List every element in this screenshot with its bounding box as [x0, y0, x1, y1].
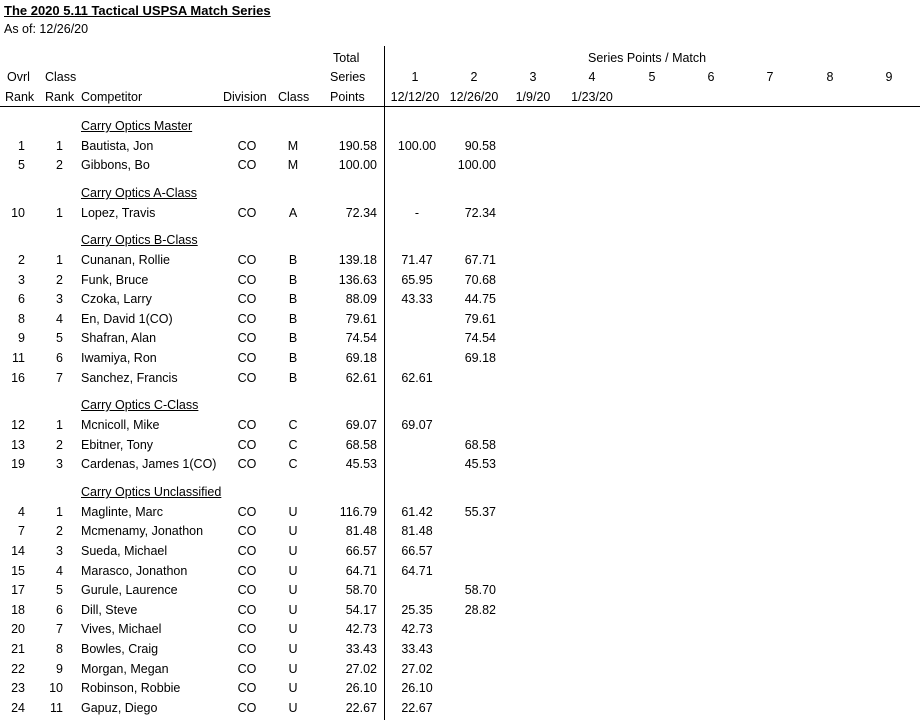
- overall-rank-cell: 11: [12, 351, 25, 365]
- competitor-name-cell: Cardenas, James 1(CO): [81, 457, 217, 471]
- competitor-name-cell: En, David 1(CO): [81, 312, 173, 326]
- total-points-cell: 69.18: [345, 351, 377, 365]
- class-cell: U: [288, 524, 298, 538]
- overall-rank-cell: 18: [11, 603, 25, 617]
- section-heading: Carry Optics Unclassified: [81, 485, 222, 499]
- match-number-header: 5: [648, 70, 656, 84]
- class-cell: B: [288, 331, 298, 345]
- overall-rank-cell: 9: [18, 331, 25, 345]
- class-cell: U: [288, 603, 298, 617]
- header-total: Total: [333, 51, 360, 65]
- total-points-cell: 139.18: [338, 253, 377, 267]
- total-points-cell: 22.67: [345, 701, 377, 715]
- class-cell: B: [288, 292, 298, 306]
- match-2-points-cell: 72.34: [464, 206, 496, 220]
- class-rank-cell: 1: [56, 206, 63, 220]
- overall-rank-cell: 1: [18, 139, 25, 153]
- header-ovrl: Ovrl: [7, 70, 30, 84]
- total-points-cell: 54.17: [345, 603, 377, 617]
- class-rank-cell: 5: [56, 583, 63, 597]
- division-cell: CO: [237, 524, 257, 538]
- header-division: Division: [223, 90, 267, 104]
- division-cell: CO: [237, 622, 257, 636]
- header-series: Series: [330, 70, 366, 84]
- match-1-points-cell: 64.71: [401, 564, 433, 578]
- overall-rank-cell: 17: [11, 583, 25, 597]
- competitor-name-cell: Gurule, Laurence: [81, 583, 178, 597]
- section-heading: Carry Optics C-Class: [81, 398, 199, 412]
- match-number-header: 1: [411, 70, 419, 84]
- overall-rank-cell: 21: [11, 642, 25, 656]
- class-rank-cell: 1: [56, 418, 63, 432]
- match-number-header: 4: [588, 70, 596, 84]
- class-rank-cell: 3: [56, 457, 63, 471]
- overall-rank-cell: 19: [11, 457, 25, 471]
- division-cell: CO: [237, 292, 257, 306]
- division-cell: CO: [237, 139, 257, 153]
- class-rank-cell: 2: [56, 438, 63, 452]
- overall-rank-cell: 22: [11, 662, 25, 676]
- class-rank-cell: 8: [56, 642, 63, 656]
- division-cell: CO: [237, 505, 257, 519]
- competitor-name-cell: Morgan, Megan: [81, 662, 169, 676]
- match-number-header: 2: [470, 70, 478, 84]
- match-date-header: 1/9/20: [515, 90, 551, 104]
- match-2-points-cell: 67.71: [464, 253, 496, 267]
- division-cell: CO: [237, 438, 257, 452]
- match-1-points-cell: -: [414, 206, 420, 220]
- section-heading: Carry Optics Master: [81, 119, 193, 133]
- total-points-cell: 79.61: [345, 312, 377, 326]
- total-points-cell: 69.07: [345, 418, 377, 432]
- competitor-name-cell: Gapuz, Diego: [81, 701, 158, 715]
- match-date-header: 1/23/20: [571, 90, 613, 104]
- division-cell: CO: [237, 544, 257, 558]
- division-cell: CO: [237, 457, 257, 471]
- class-rank-cell: 2: [56, 158, 63, 172]
- match-2-points-cell: 58.70: [464, 583, 496, 597]
- class-cell: C: [288, 438, 298, 452]
- match-2-points-cell: 100.00: [457, 158, 496, 172]
- class-rank-cell: 3: [56, 544, 63, 558]
- total-points-cell: 58.70: [345, 583, 377, 597]
- match-1-points-cell: 61.42: [401, 505, 433, 519]
- header-class-col: Class: [278, 90, 310, 104]
- competitor-name-cell: Shafran, Alan: [81, 331, 157, 345]
- class-cell: B: [288, 312, 298, 326]
- total-points-cell: 62.61: [345, 371, 377, 385]
- competitor-name-cell: Mcmenamy, Jonathon: [81, 524, 204, 538]
- division-cell: CO: [237, 158, 257, 172]
- class-cell: M: [287, 158, 299, 172]
- division-cell: CO: [237, 418, 257, 432]
- division-cell: CO: [237, 642, 257, 656]
- match-2-points-cell: 55.37: [464, 505, 496, 519]
- class-cell: U: [288, 583, 298, 597]
- class-cell: U: [288, 564, 298, 578]
- total-points-cell: 100.00: [338, 158, 377, 172]
- class-cell: C: [288, 418, 298, 432]
- division-cell: CO: [237, 662, 257, 676]
- competitor-name-cell: Maglinte, Marc: [81, 505, 163, 519]
- class-cell: U: [288, 681, 298, 695]
- match-date-header: 12/26/20: [449, 90, 499, 104]
- class-rank-cell: 10: [49, 681, 63, 695]
- total-points-cell: 64.71: [345, 564, 377, 578]
- class-rank-cell: 2: [56, 273, 63, 287]
- competitor-name-cell: Vives, Michael: [81, 622, 162, 636]
- total-points-cell: 33.43: [345, 642, 377, 656]
- header-ovrl-rank: Rank: [5, 90, 35, 104]
- competitor-name-cell: Dill, Steve: [81, 603, 138, 617]
- competitor-name-cell: Robinson, Robbie: [81, 681, 181, 695]
- overall-rank-cell: 24: [11, 701, 25, 715]
- match-2-points-cell: 28.82: [464, 603, 496, 617]
- total-points-cell: 72.34: [345, 206, 377, 220]
- division-cell: CO: [237, 603, 257, 617]
- class-cell: C: [288, 457, 298, 471]
- overall-rank-cell: 16: [11, 371, 25, 385]
- match-1-points-cell: 42.73: [401, 622, 433, 636]
- header-competitor: Competitor: [81, 90, 143, 104]
- total-points-cell: 26.10: [345, 681, 377, 695]
- class-rank-cell: 7: [56, 622, 63, 636]
- match-number-header: 7: [766, 70, 774, 84]
- match-2-points-cell: 44.75: [464, 292, 496, 306]
- overall-rank-cell: 20: [11, 622, 25, 636]
- overall-rank-cell: 14: [11, 544, 25, 558]
- overall-rank-cell: 3: [18, 273, 25, 287]
- class-cell: B: [288, 371, 298, 385]
- overall-rank-cell: 13: [11, 438, 25, 452]
- header-rule: [0, 106, 920, 107]
- total-points-cell: 136.63: [338, 273, 377, 287]
- page-title: The 2020 5.11 Tactical USPSA Match Series: [4, 3, 271, 18]
- competitor-name-cell: Gibbons, Bo: [81, 158, 150, 172]
- match-number-header: 8: [826, 70, 834, 84]
- division-cell: CO: [237, 312, 257, 326]
- match-1-points-cell: 81.48: [401, 524, 433, 538]
- column-divider: [384, 46, 385, 720]
- overall-rank-cell: 12: [11, 418, 25, 432]
- competitor-name-cell: Bowles, Craig: [81, 642, 159, 656]
- overall-rank-cell: 10: [11, 206, 25, 220]
- class-cell: U: [288, 642, 298, 656]
- header-series-points-match: Series Points / Match: [588, 51, 707, 65]
- class-rank-cell: 6: [56, 351, 63, 365]
- match-2-points-cell: 69.18: [464, 351, 496, 365]
- class-cell: B: [288, 253, 298, 267]
- total-points-cell: 45.53: [345, 457, 377, 471]
- overall-rank-cell: 7: [18, 524, 25, 538]
- class-cell: U: [288, 662, 298, 676]
- class-rank-cell: 4: [56, 564, 63, 578]
- division-cell: CO: [237, 331, 257, 345]
- match-1-points-cell: 66.57: [401, 544, 433, 558]
- class-rank-cell: 5: [56, 331, 63, 345]
- match-number-header: 3: [529, 70, 537, 84]
- overall-rank-cell: 15: [11, 564, 25, 578]
- match-1-points-cell: 43.33: [401, 292, 433, 306]
- competitor-name-cell: Bautista, Jon: [81, 139, 154, 153]
- total-points-cell: 116.79: [339, 505, 377, 519]
- total-points-cell: 88.09: [345, 292, 377, 306]
- header-class: Class: [45, 70, 77, 84]
- class-rank-cell: 11: [50, 701, 63, 715]
- header-class-rank: Rank: [45, 90, 75, 104]
- competitor-name-cell: Cunanan, Rollie: [81, 253, 170, 267]
- competitor-name-cell: Lopez, Travis: [81, 206, 156, 220]
- overall-rank-cell: 5: [18, 158, 25, 172]
- match-1-points-cell: 62.61: [401, 371, 433, 385]
- competitor-name-cell: Czoka, Larry: [81, 292, 152, 306]
- total-points-cell: 190.58: [338, 139, 377, 153]
- match-date-header: 12/12/20: [390, 90, 440, 104]
- as-of-date: As of: 12/26/20: [4, 22, 89, 36]
- match-1-points-cell: 100.00: [397, 139, 437, 153]
- class-cell: U: [288, 505, 298, 519]
- class-rank-cell: 3: [56, 292, 63, 306]
- division-cell: CO: [237, 564, 257, 578]
- overall-rank-cell: 6: [18, 292, 25, 306]
- class-rank-cell: 1: [56, 505, 63, 519]
- class-cell: M: [287, 139, 299, 153]
- total-points-cell: 74.54: [345, 331, 377, 345]
- section-heading: Carry Optics A-Class: [81, 186, 197, 200]
- match-2-points-cell: 68.58: [464, 438, 496, 452]
- total-points-cell: 68.58: [345, 438, 377, 452]
- competitor-name-cell: Sueda, Michael: [81, 544, 168, 558]
- match-1-points-cell: 69.07: [401, 418, 433, 432]
- class-cell: U: [288, 622, 298, 636]
- match-1-points-cell: 26.10: [401, 681, 433, 695]
- class-cell: U: [288, 544, 298, 558]
- overall-rank-cell: 2: [18, 253, 25, 267]
- header-points: Points: [330, 90, 365, 104]
- division-cell: CO: [237, 253, 257, 267]
- division-cell: CO: [237, 701, 257, 715]
- total-points-cell: 42.73: [345, 622, 377, 636]
- match-1-points-cell: 65.95: [401, 273, 433, 287]
- match-1-points-cell: 27.02: [401, 662, 433, 676]
- match-2-points-cell: 79.61: [464, 312, 496, 326]
- class-rank-cell: 4: [56, 312, 63, 326]
- competitor-name-cell: Mcnicoll, Mike: [81, 418, 160, 432]
- division-cell: CO: [237, 681, 257, 695]
- class-rank-cell: 1: [56, 253, 63, 267]
- class-rank-cell: 7: [56, 371, 63, 385]
- overall-rank-cell: 23: [11, 681, 25, 695]
- match-1-points-cell: 22.67: [401, 701, 433, 715]
- match-2-points-cell: 70.68: [464, 273, 496, 287]
- overall-rank-cell: 4: [18, 505, 25, 519]
- competitor-name-cell: Funk, Bruce: [81, 273, 149, 287]
- match-2-points-cell: 90.58: [464, 139, 496, 153]
- match-number-header: 6: [707, 70, 715, 84]
- division-cell: CO: [237, 371, 257, 385]
- match-2-points-cell: 45.53: [464, 457, 496, 471]
- class-cell: B: [288, 273, 298, 287]
- total-points-cell: 81.48: [345, 524, 377, 538]
- class-rank-cell: 1: [56, 139, 63, 153]
- division-cell: CO: [237, 351, 257, 365]
- match-1-points-cell: 33.43: [401, 642, 433, 656]
- total-points-cell: 27.02: [345, 662, 377, 676]
- division-cell: CO: [237, 273, 257, 287]
- overall-rank-cell: 8: [18, 312, 25, 326]
- division-cell: CO: [237, 583, 257, 597]
- competitor-name-cell: Iwamiya, Ron: [81, 351, 157, 365]
- match-1-points-cell: 25.35: [401, 603, 433, 617]
- division-cell: CO: [237, 206, 257, 220]
- competitor-name-cell: Sanchez, Francis: [81, 371, 178, 385]
- class-rank-cell: 9: [56, 662, 63, 676]
- competitor-name-cell: Ebitner, Tony: [81, 438, 154, 452]
- class-cell: B: [288, 351, 298, 365]
- match-1-points-cell: 71.47: [401, 253, 433, 267]
- class-cell: A: [288, 206, 298, 220]
- class-rank-cell: 6: [56, 603, 63, 617]
- section-heading: Carry Optics B-Class: [81, 233, 198, 247]
- competitor-name-cell: Marasco, Jonathon: [81, 564, 188, 578]
- class-rank-cell: 2: [56, 524, 63, 538]
- total-points-cell: 66.57: [345, 544, 377, 558]
- match-number-header: 9: [885, 70, 893, 84]
- class-cell: U: [288, 701, 298, 715]
- match-2-points-cell: 74.54: [464, 331, 496, 345]
